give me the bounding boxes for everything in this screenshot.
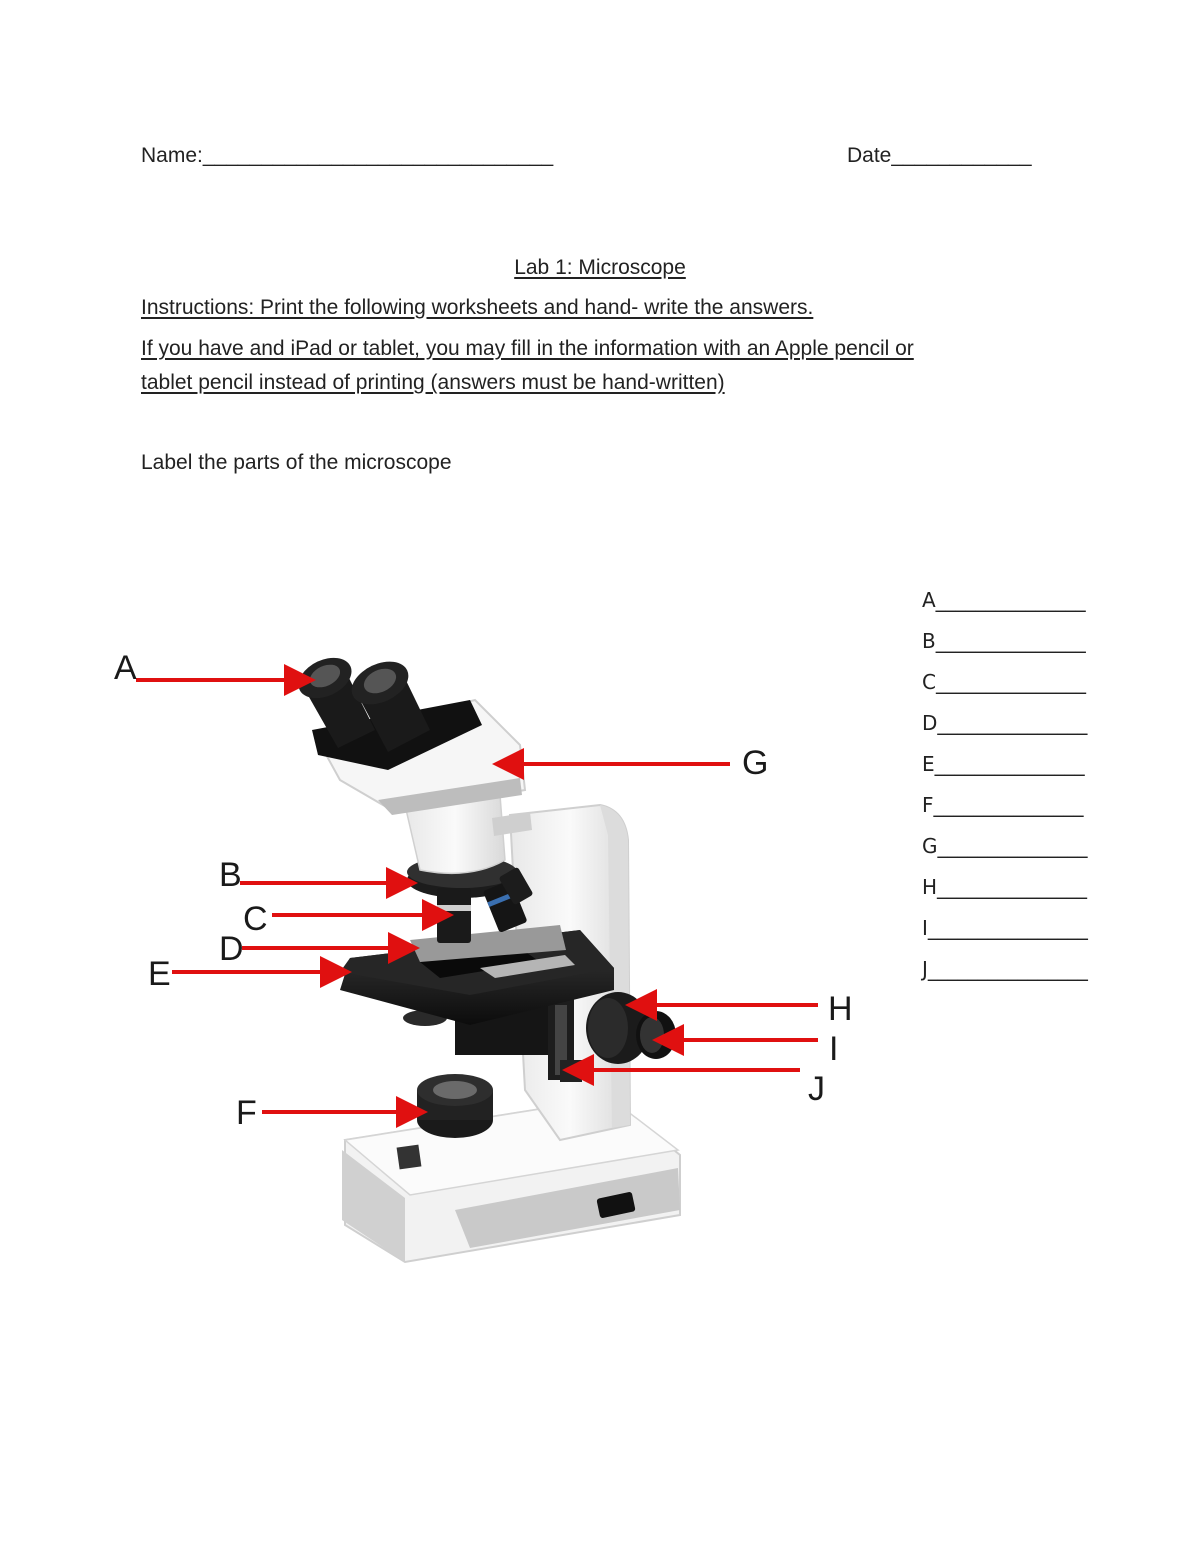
illuminator: [417, 1074, 493, 1138]
diagram-label-e: E: [148, 955, 171, 993]
answer-line-a: A_______________: [922, 588, 1086, 612]
answer-line-b: B_______________: [922, 629, 1086, 653]
answer-line-e: E_______________: [922, 752, 1085, 776]
diagram-label-a: A: [114, 649, 137, 687]
answer-line-c: C_______________: [922, 670, 1086, 694]
diagram-label-h: H: [828, 990, 853, 1028]
answer-line-f: F_______________: [922, 793, 1084, 817]
diagram-label-i: I: [829, 1030, 839, 1068]
instructions-line-1: Instructions: Print the following worksheets and hand- write the answers.: [141, 296, 814, 319]
answer-line-j: J________________: [922, 957, 1088, 981]
page-title: Lab 1: Microscope: [514, 256, 686, 279]
label-prompt: Label the parts of the microscope: [141, 451, 452, 474]
date-field-label: Date____________: [847, 144, 1032, 167]
answer-line-h: H_______________: [922, 875, 1088, 899]
diagram-label-j: J: [808, 1070, 825, 1108]
diagram-label-f: F: [236, 1094, 257, 1132]
brand-logo-icon: [397, 1145, 422, 1170]
answer-line-i: I________________: [922, 916, 1088, 940]
instructions-line-2: If you have and iPad or tablet, you may fill in the information with an Apple pencil or: [141, 337, 914, 360]
diagram-label-d: D: [219, 930, 244, 968]
answer-line-d: D_______________: [922, 711, 1088, 735]
answer-line-g: G_______________: [922, 834, 1088, 858]
diagram-label-g: G: [742, 744, 769, 782]
name-field-label: Name:______________________________: [141, 144, 554, 167]
instructions-line-3: tablet pencil instead of printing (answers must be hand-written): [141, 371, 725, 394]
diagram-label-c: C: [243, 900, 268, 938]
diagram-label-b: B: [219, 856, 242, 894]
